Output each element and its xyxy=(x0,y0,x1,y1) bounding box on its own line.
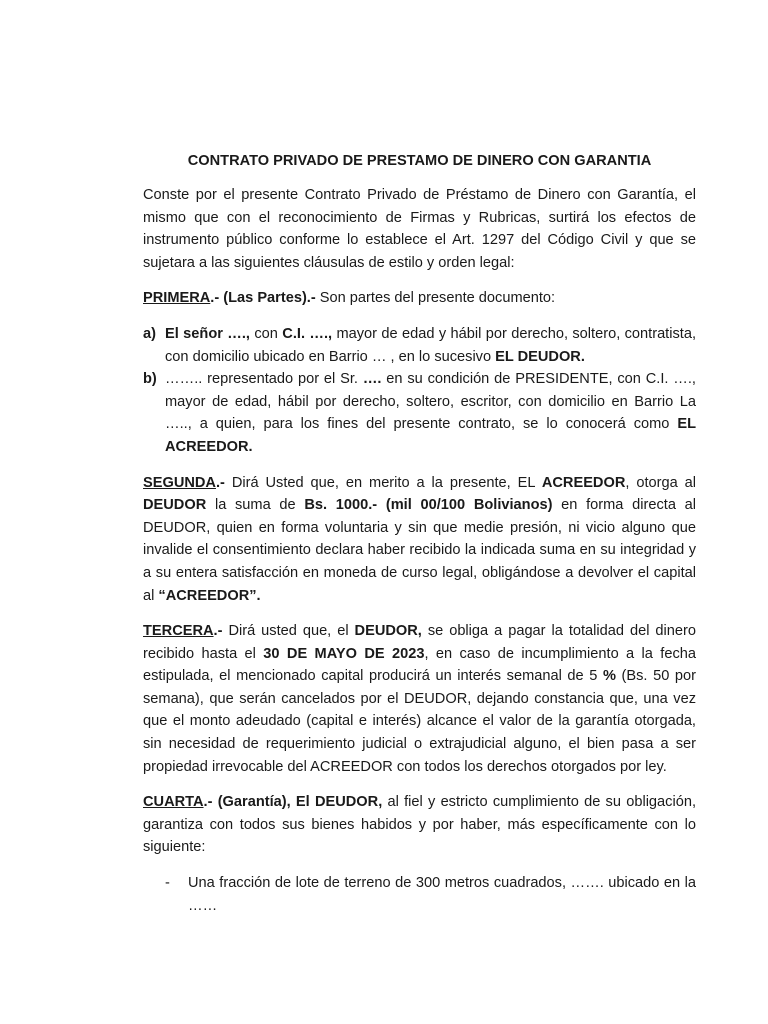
clause-tercera xyxy=(143,620,696,778)
party-a-role: EL DEUDOR. xyxy=(495,348,585,365)
document-title: CONTRATO PRIVADO DE PRESTAMO DE DINERO CON GARANTIA xyxy=(187,153,652,169)
list-item-guarantee xyxy=(143,872,696,917)
list-marker: a) xyxy=(143,325,156,342)
document-body xyxy=(143,150,696,930)
party-a-name: El señor …., xyxy=(165,325,250,342)
clause-primera-text: Son partes del presente documento: xyxy=(315,290,556,307)
clause-bold: % xyxy=(602,668,616,685)
party-a-ci: C.I. …., xyxy=(282,325,333,342)
clause-text: (Bs. 50 por semana), que serán cancelados por el DEUDOR, dejando constancia que, una vez que el monto adeudado (capital e interés) alcance el valor de la garantía otorgada, sin necesidad de requerimiento judicial o extrajudicial alguno, el bien pasa a ser propiedad irrevocable del ACREEDOR con todos los derechos otorgados por ley. xyxy=(143,668,697,775)
clause-cuarta-text: al fiel y estricto cumplimiento de su obligación, garantiza con todos sus bienes habidos y por haber, más específicamente con lo siguiente: xyxy=(143,794,696,856)
intro-paragraph: Conste por el presente Contrato Privado de Préstamo de Dinero con Garantía, el mismo que con el reconocimiento de Firmas y Rubricas, surtirá los efectos de instrumento público conforme lo establece el Art. 1297 del Código Civil y que se sujetara a las siguientes cláusulas de estilo y orden legal: xyxy=(143,187,696,271)
clause-text: , otorga al xyxy=(625,474,696,491)
clause-segunda xyxy=(143,472,696,608)
clause-cuarta xyxy=(143,791,696,859)
list-marker: b) xyxy=(143,371,157,388)
due-date: 30 DE MAYO DE 2023 xyxy=(263,645,425,662)
clause-bold: DEUDOR xyxy=(143,497,207,514)
list-item-party-b xyxy=(143,368,696,458)
clause-dash: .- xyxy=(215,474,225,491)
party-a-text: con xyxy=(250,325,283,342)
clause-text: Dirá Usted que, en merito a la presente, EL xyxy=(224,474,542,491)
clause-cuarta-label: CUARTA xyxy=(143,794,204,811)
party-b-text: en su condición de PRESIDENTE, con C.I. …., mayor de edad, hábil por derecho, soltero, escritor, con domicilio en Barrio La ….., a quien, para los fines del presente contrato, se lo conocerá como xyxy=(165,371,696,433)
clause-primera-heading: .- (Las Partes).- xyxy=(210,290,316,307)
clause-dash: .- xyxy=(213,623,223,640)
guarantee-list xyxy=(143,872,696,917)
party-a-text: mayor de edad y hábil por derecho, soltero, contratista, con domicilio ubicado en Barrio … , en lo sucesivo xyxy=(165,325,697,365)
clause-text: se obliga a pagar la totalidad del dinero recibido hasta el xyxy=(143,623,696,662)
clause-primera xyxy=(143,287,696,310)
clause-text: , en caso de incumplimiento a la fecha estipulada, el mencionado capital producirá un interés semanal de 5 xyxy=(143,645,696,685)
parties-list xyxy=(143,323,696,459)
clause-text: en forma directa al DEUDOR, quien en forma voluntaria y sin que medie presión, ni vicio alguno que invalide el consentimiento declara haber recibido la indicada suma en su integridad y a su entera satisfacción en moneda de curso legal, obligándose a devolver el capital al xyxy=(143,497,696,604)
clause-bold: “ACREEDOR”. xyxy=(158,587,261,604)
clause-segunda-label: SEGUNDA xyxy=(143,474,216,491)
clause-tercera-label: TERCERA xyxy=(143,623,214,640)
clause-bold: DEUDOR, xyxy=(354,623,422,640)
party-b-role: EL ACREEDOR. xyxy=(165,416,696,455)
list-item-party-a xyxy=(143,323,696,368)
clause-primera-label: PRIMERA xyxy=(143,290,211,307)
clause-text: Dirá usted que, el xyxy=(222,623,355,640)
dash-marker: - xyxy=(165,875,170,892)
clause-bold: ACREEDOR xyxy=(541,474,626,491)
party-b-text: …….. representado por el Sr. xyxy=(165,371,363,388)
clause-text: la suma de xyxy=(206,497,305,514)
loan-amount: Bs. 1000.- (mil 00/100 Bolivianos) xyxy=(304,497,553,514)
clause-cuarta-heading: .- (Garantía), El DEUDOR, xyxy=(203,794,383,811)
party-b-name: …. xyxy=(362,371,382,388)
guarantee-text: Una fracción de lote de terreno de 300 metros cuadrados, ……. ubicado en la …… xyxy=(188,875,696,914)
